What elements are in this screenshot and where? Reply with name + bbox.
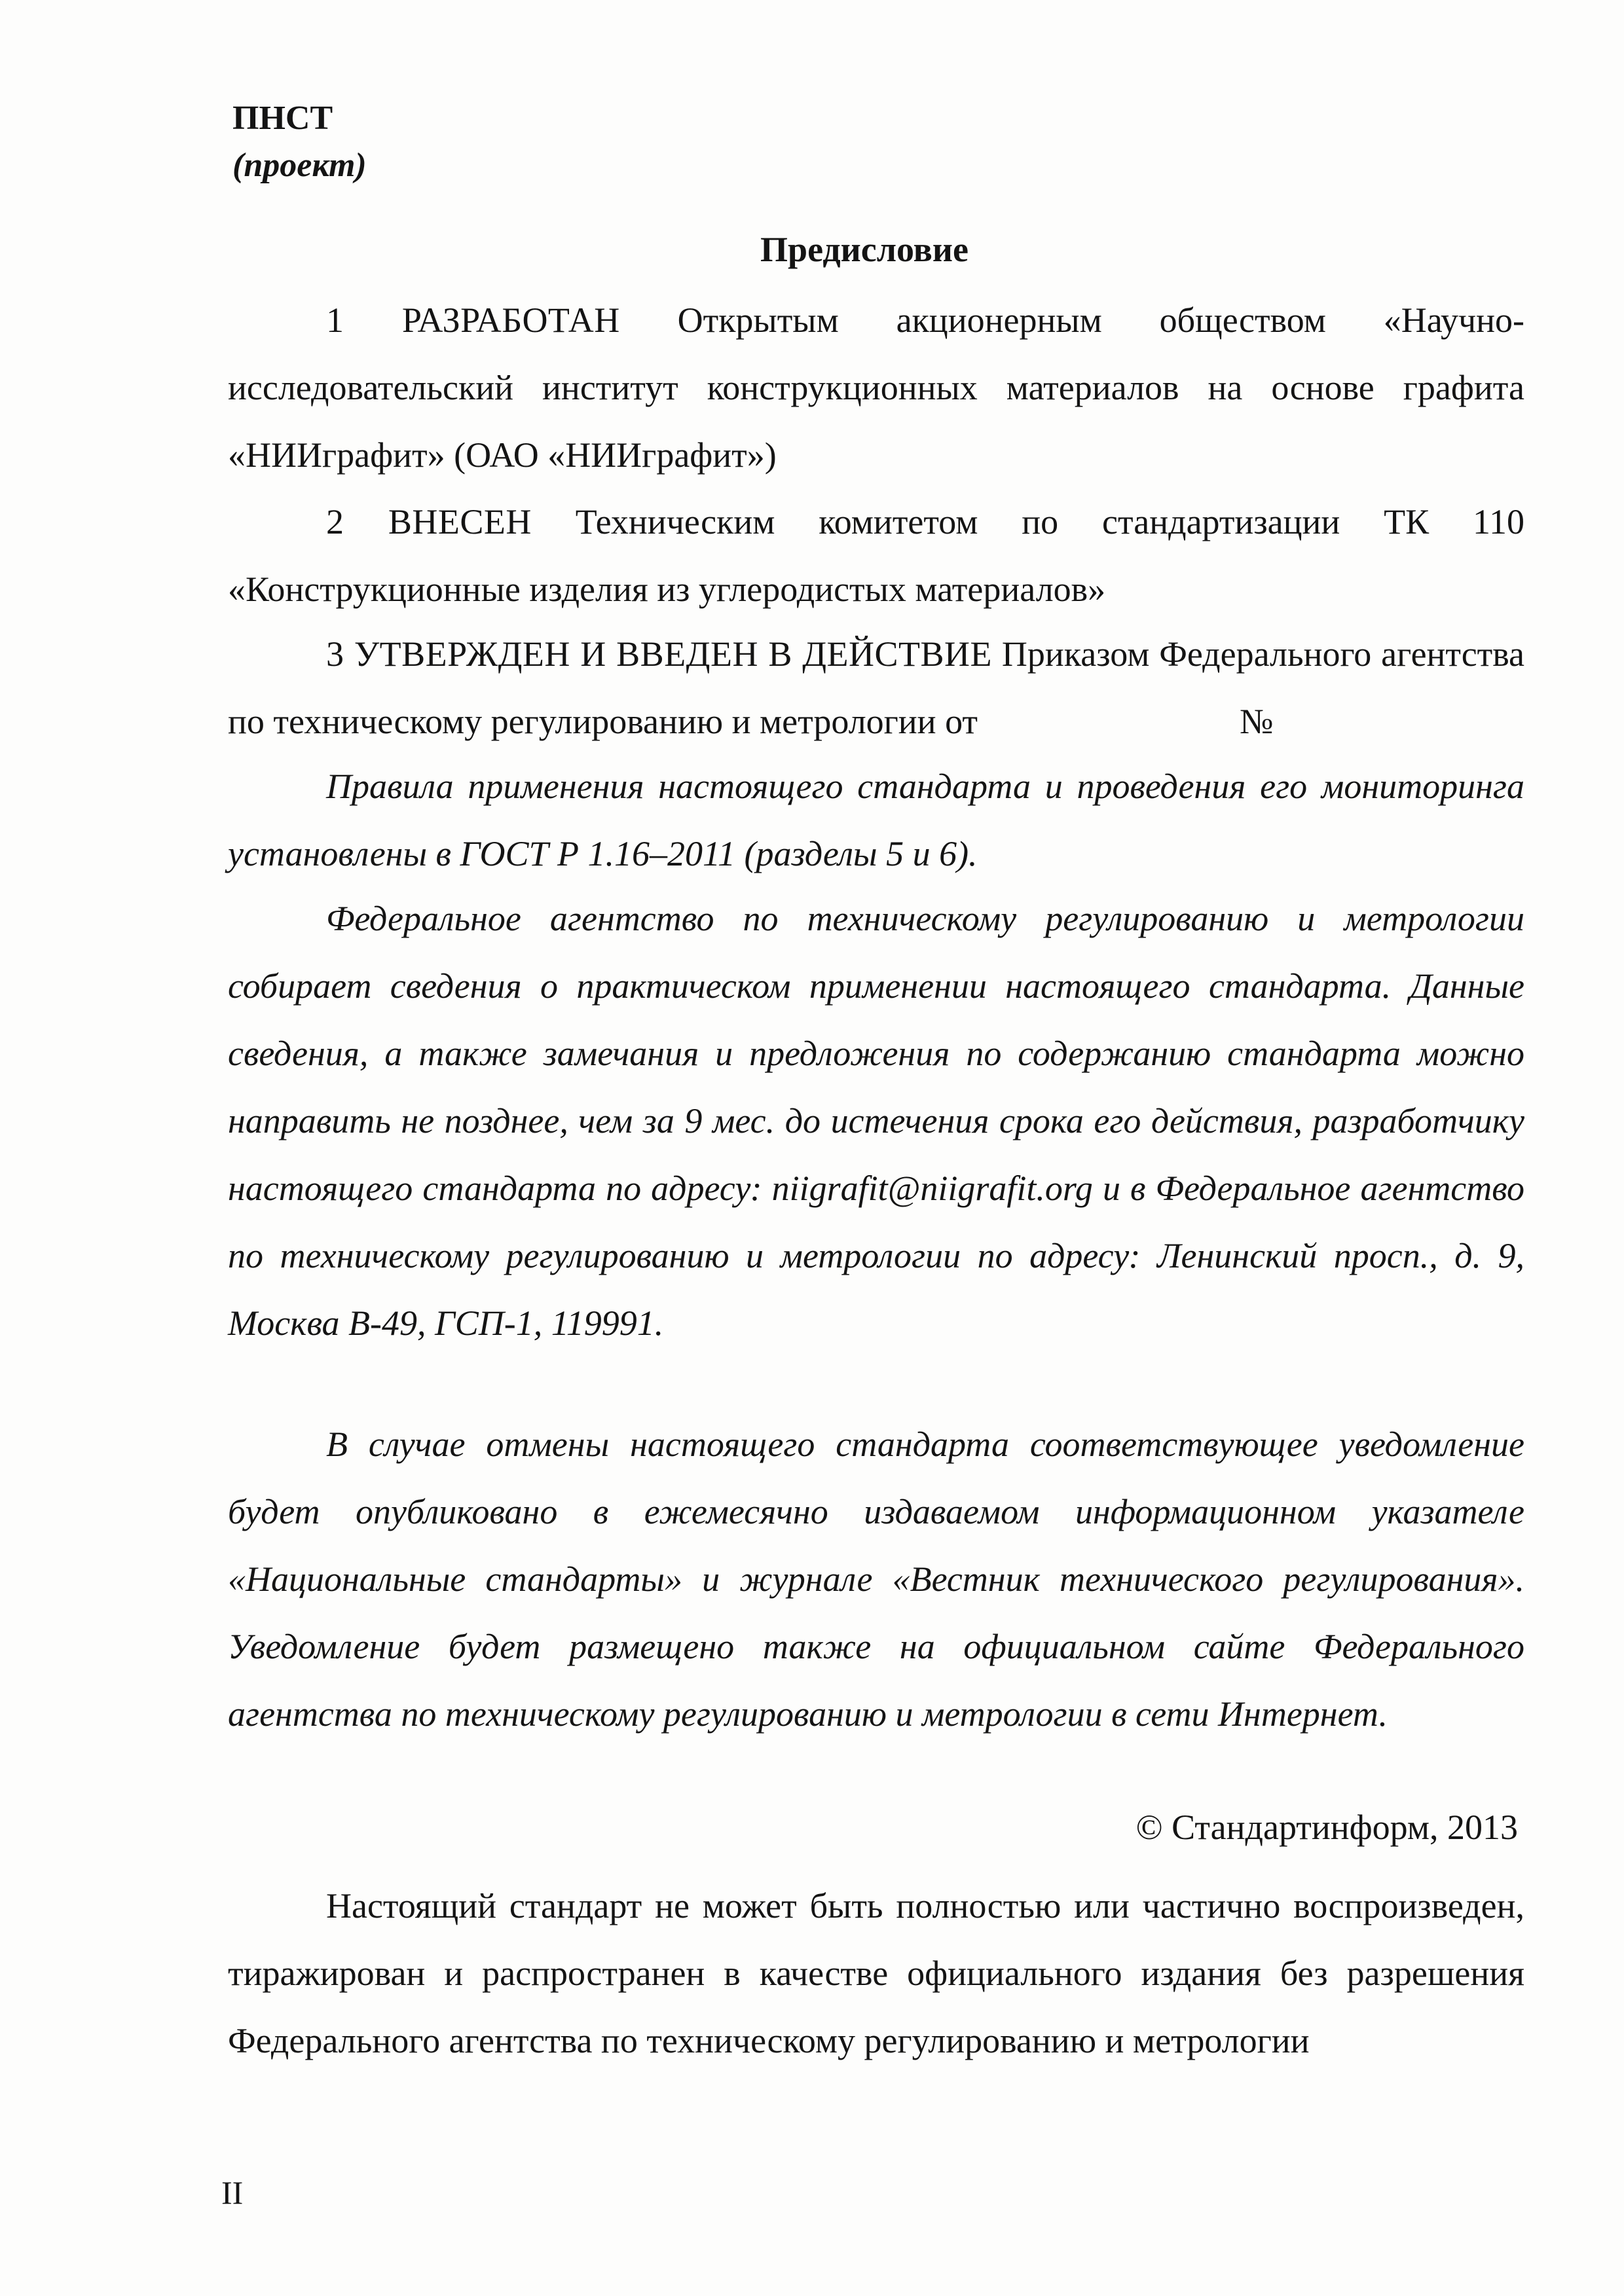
document-status: (проект)	[232, 147, 367, 184]
italic-paragraph: Федеральное агентство по техническому регулированию и метрологии собирает сведения о практическом применении настоящего стандарта. Данные сведения, а также замечания и предложения по содержанию стандарта можно направить не позднее, чем за 9 мес. до истечения срока его действия, разработчику настоящего стандарта по адресу: niigrafit@niigrafit.org и в Федеральное агентство по техническому регулированию и метрологии по адресу: Ленинский просп., д. 9, Москва В-49, ГСП-1, 119991.	[228, 899, 1524, 1343]
item-lead: 1 РАЗРАБОТАН	[326, 301, 620, 340]
document-code: ПНСТ	[232, 100, 333, 137]
cancellation-paragraph	[228, 1411, 1524, 1748]
number-sign: №	[1239, 702, 1274, 741]
italic-paragraph: Правила применения настоящего стандарта и проведения его мониторинга установлены в ГОСТ Р 1.16–2011 (разделы 5 и 6).	[228, 767, 1524, 873]
preface-item-2	[228, 488, 1524, 623]
preface-item-3	[228, 621, 1524, 756]
rules-paragraph	[228, 753, 1524, 888]
notice-text: Настоящий стандарт не может быть полностью или частично воспроизведен, тиражирован и распространен в качестве официального издания без разрешения Федерального агентства по техническому регулированию и метрологии	[228, 1886, 1524, 2060]
reproduction-notice	[228, 1872, 1524, 2075]
feedback-paragraph	[228, 885, 1524, 1357]
page-number: II	[221, 2174, 244, 2211]
item-text: Приказом Федерального агентства по техническому регулированию и метрологии от	[228, 634, 1525, 741]
preface-item-1	[228, 287, 1524, 489]
item-lead: 3 УТВЕРЖДЕН И ВВЕДЕН В ДЕЙСТВИЕ	[326, 634, 993, 674]
page-title: Предисловие	[760, 230, 969, 269]
item-lead: 2 ВНЕСЕН	[326, 502, 532, 541]
copyright-line: © Стандартинформ, 2013	[1135, 1808, 1518, 1847]
item-text: Техническим комитетом по стандартизации ТК 110 «Конструкционные изделия из углеродистых материалов»	[228, 502, 1525, 609]
item-text: Открытым акционерным обществом «Научно-исследовательский институт конструкционных материалов на основе графита «НИИграфит» (ОАО «НИИграфит»)	[228, 301, 1524, 475]
italic-paragraph: В случае отмены настоящего стандарта соответствующее уведомление будет опубликовано в ежемесячно издаваемом информационном указателе «Национальные стандарты» и журнале «Вестник технического регулирования». Уведомление будет размещено также на официальном сайте Федерального агентства по техническому регулированию и метрологии в сети Интернет.	[228, 1425, 1524, 1734]
